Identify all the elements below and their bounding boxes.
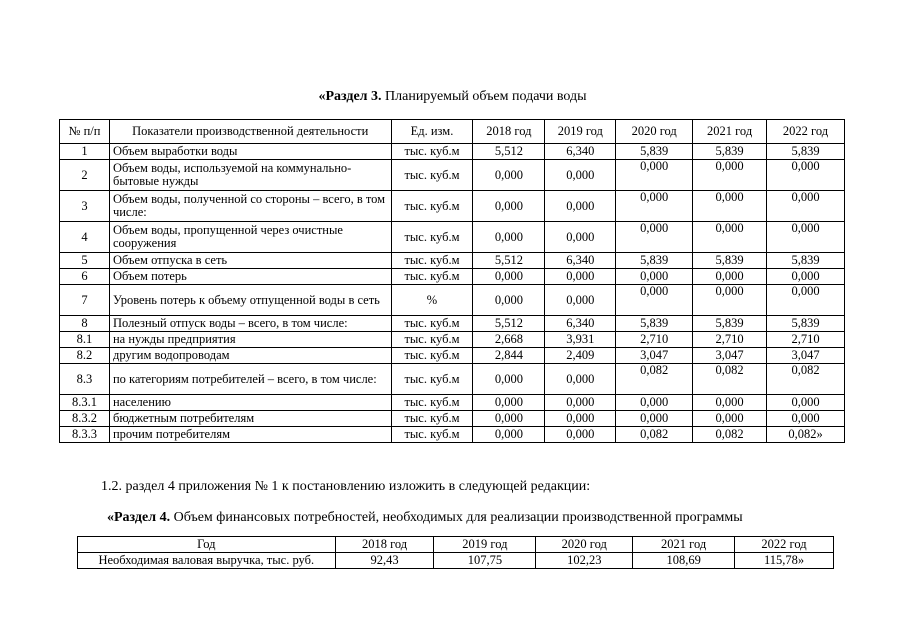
unit-cell: тыс. куб.м [391,191,473,222]
row-number: 1 [60,144,110,160]
value-cell: 0,000 [473,191,545,222]
value-cell: 0,000 [545,191,616,222]
section-3-heading [0,89,905,105]
value-cell: 5,512 [473,316,545,332]
value-cell: 0,000 [473,411,545,427]
unit-cell: тыс. куб.м [391,222,473,253]
value-cell: 3,047 [693,348,767,364]
value-cell: 3,047 [616,348,693,364]
indicator-name: прочим потребителям [109,427,391,443]
value-cell: 2,409 [545,348,616,364]
column-header: 2020 год [616,120,693,144]
value-cell: 0,000 [693,222,767,253]
value-cell: 0,000 [473,222,545,253]
value-cell: 3,047 [767,348,845,364]
value-cell: 0,000 [616,222,693,253]
row-number: 8.3 [60,364,110,395]
value-cell: 0,000 [767,160,845,191]
indicator-name: Объем отпуска в сеть [109,253,391,269]
row-number: 8 [60,316,110,332]
indicator-name: по категориям потребителей – всего, в том числе: [109,364,391,395]
value-cell: 0,000 [545,364,616,395]
value-cell: 0,000 [545,285,616,316]
value-cell: 0,000 [473,285,545,316]
table-row [60,191,845,222]
column-header: 2020 год [536,537,633,553]
value-cell: 5,839 [767,316,845,332]
indicator-name: Объем выработки воды [109,144,391,160]
table-body [60,144,845,443]
value-cell: 0,000 [767,285,845,316]
value-cell: 0,000 [693,395,767,411]
unit-cell: % [391,285,473,316]
unit-cell: тыс. куб.м [391,427,473,443]
unit-cell: тыс. куб.м [391,253,473,269]
table-cell: 92,43 [335,553,434,569]
column-header: 2018 год [335,537,434,553]
table-row [60,427,845,443]
value-cell: 0,082 [616,427,693,443]
indicator-name: Объем воды, пропущенной через очистные сооружения [109,222,391,253]
value-cell: 0,000 [473,160,545,191]
value-cell: 0,000 [767,411,845,427]
value-cell: 2,844 [473,348,545,364]
unit-cell: тыс. куб.м [391,144,473,160]
value-cell: 0,000 [545,269,616,285]
column-header: Год [78,537,336,553]
column-header: 2019 год [434,537,536,553]
value-cell: 5,839 [616,253,693,269]
value-cell: 0,000 [545,160,616,191]
column-header: 2019 год [545,120,616,144]
table-row [60,222,845,253]
section-4-title: Объем финансовых потребностей, необходимых для реализации производственной программы [170,510,743,525]
row-label: Необходимая валовая выручка, тыс. руб. [78,553,336,569]
indicator-name: на нужды предприятия [109,332,391,348]
value-cell: 0,000 [616,191,693,222]
row-number: 8.3.2 [60,411,110,427]
table-row [78,553,834,569]
value-cell: 2,710 [767,332,845,348]
value-cell: 0,000 [545,427,616,443]
value-cell: 2,710 [693,332,767,348]
row-number: 7 [60,285,110,316]
indicator-name: Объем потерь [109,269,391,285]
value-cell: 0,000 [616,160,693,191]
value-cell: 6,340 [545,144,616,160]
value-cell: 5,839 [693,144,767,160]
value-cell: 0,000 [616,411,693,427]
value-cell: 6,340 [545,253,616,269]
value-cell: 5,512 [473,253,545,269]
row-number: 5 [60,253,110,269]
value-cell: 0,000 [616,285,693,316]
section-4-heading [107,510,743,526]
value-cell: 0,000 [473,364,545,395]
table-row [60,332,845,348]
value-cell: 0,000 [693,285,767,316]
value-cell: 0,000 [767,222,845,253]
value-cell: 0,000 [767,395,845,411]
table-cell: 102,23 [536,553,633,569]
value-cell: 0,000 [473,269,545,285]
value-cell: 0,000 [616,269,693,285]
table-row [60,348,845,364]
column-header: 2022 год [767,120,845,144]
value-cell: 0,000 [616,395,693,411]
row-number: 3 [60,191,110,222]
unit-cell: тыс. куб.м [391,332,473,348]
indicator-name: населению [109,395,391,411]
row-number: 8.3.3 [60,427,110,443]
water-supply-table [59,119,845,443]
section-3-title: Планируемый объем подачи воды [381,89,587,104]
column-header: Показатели производственной деятельности [109,120,391,144]
table-header-row [60,120,845,144]
indicator-name: Объем воды, полученной со стороны – всего, в том числе: [109,191,391,222]
value-cell: 5,512 [473,144,545,160]
section-4-prefix: «Раздел 4. [107,510,171,525]
row-number: 6 [60,269,110,285]
value-cell: 5,839 [693,316,767,332]
column-header: 2018 год [473,120,545,144]
table-header-row [78,537,834,553]
column-header: 2022 год [735,537,834,553]
indicator-name: другим водопроводам [109,348,391,364]
value-cell: 0,082 [616,364,693,395]
value-cell: 0,000 [545,411,616,427]
indicator-name: Объем воды, используемой на коммунально-бытовые нужды [109,160,391,191]
value-cell: 5,839 [767,144,845,160]
value-cell: 0,082 [767,364,845,395]
value-cell: 0,000 [767,269,845,285]
column-header: Ед. изм. [391,120,473,144]
value-cell: 6,340 [545,316,616,332]
indicator-name: бюджетным потребителям [109,411,391,427]
value-cell: 0,000 [545,222,616,253]
column-header: 2021 год [693,120,767,144]
value-cell: 0,082 [693,364,767,395]
value-cell: 0,082 [693,427,767,443]
table-row [60,253,845,269]
unit-cell: тыс. куб.м [391,316,473,332]
value-cell: 3,931 [545,332,616,348]
unit-cell: тыс. куб.м [391,395,473,411]
value-cell: 5,839 [767,253,845,269]
value-cell: 5,839 [616,316,693,332]
financial-needs-table [77,536,834,569]
unit-cell: тыс. куб.м [391,348,473,364]
value-cell: 0,082» [767,427,845,443]
table-row [60,411,845,427]
column-header: № п/п [60,120,110,144]
row-number: 2 [60,160,110,191]
table-row [60,316,845,332]
value-cell: 0,000 [767,191,845,222]
value-cell: 2,668 [473,332,545,348]
table-cell: 115,78» [735,553,834,569]
value-cell: 0,000 [693,411,767,427]
value-cell: 5,839 [693,253,767,269]
unit-cell: тыс. куб.м [391,269,473,285]
value-cell: 2,710 [616,332,693,348]
table-row [60,160,845,191]
paragraph-1-2: 1.2. раздел 4 приложения № 1 к постановлению изложить в следующей редакции: [101,479,591,494]
value-cell: 0,000 [545,395,616,411]
table-cell: 107,75 [434,553,536,569]
unit-cell: тыс. куб.м [391,160,473,191]
column-header: 2021 год [633,537,735,553]
table-row [60,269,845,285]
value-cell: 0,000 [693,191,767,222]
indicator-name: Уровень потерь к объему отпущенной воды в сеть [109,285,391,316]
value-cell: 0,000 [693,269,767,285]
value-cell: 0,000 [693,160,767,191]
table-row [60,144,845,160]
table-row [60,285,845,316]
unit-cell: тыс. куб.м [391,411,473,427]
row-number: 8.1 [60,332,110,348]
value-cell: 0,000 [473,427,545,443]
table-row [60,364,845,395]
unit-cell: тыс. куб.м [391,364,473,395]
row-number: 8.2 [60,348,110,364]
table-row [60,395,845,411]
value-cell: 5,839 [616,144,693,160]
indicator-name: Полезный отпуск воды – всего, в том числе: [109,316,391,332]
value-cell: 0,000 [473,395,545,411]
row-number: 4 [60,222,110,253]
row-number: 8.3.1 [60,395,110,411]
table-cell: 108,69 [633,553,735,569]
section-3-prefix: «Раздел 3. [318,89,382,104]
